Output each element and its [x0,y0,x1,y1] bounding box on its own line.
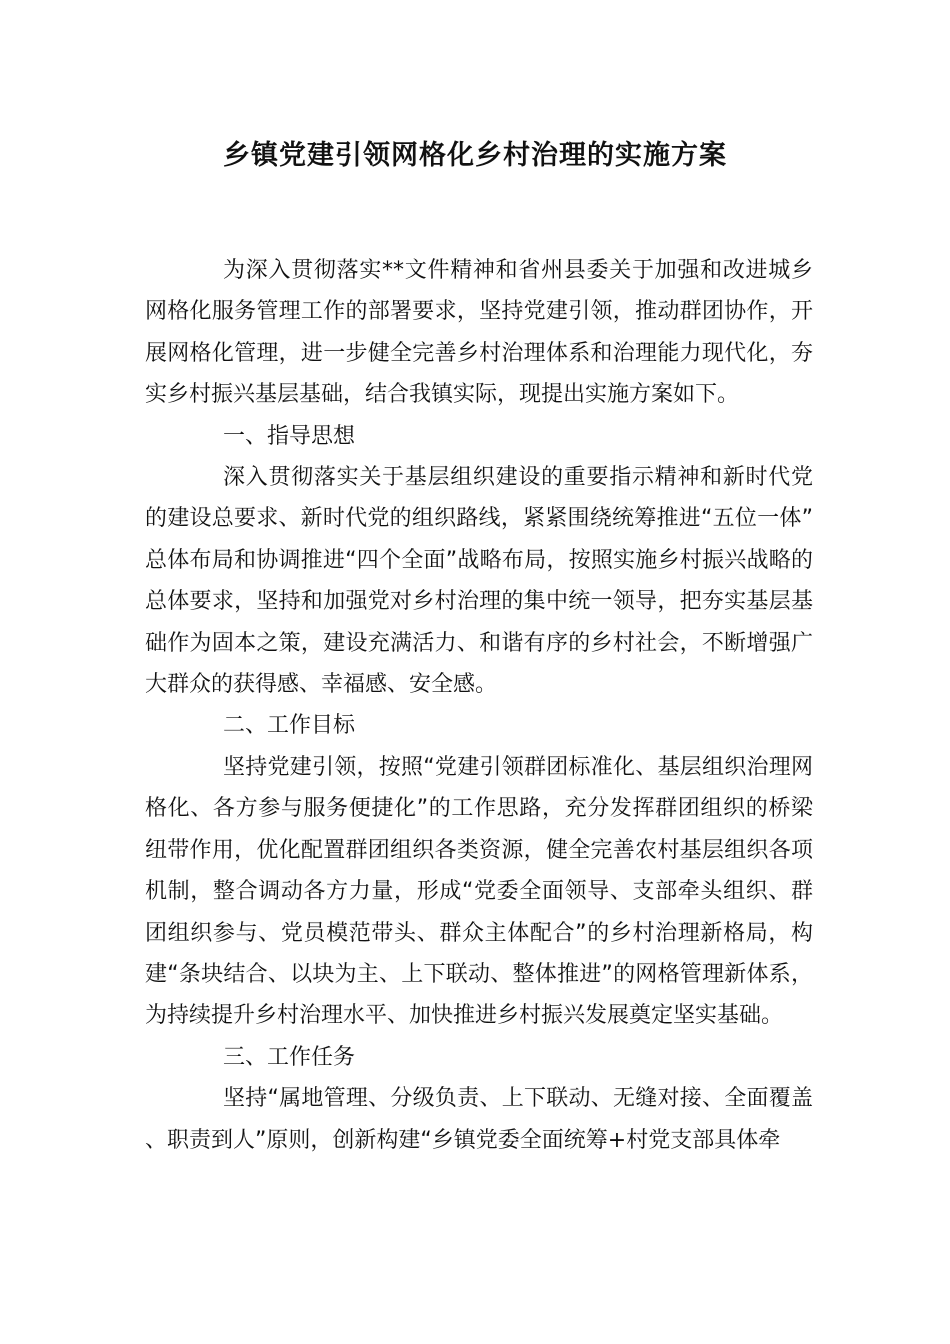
section-heading-work-tasks: 三、工作任务 [223,1044,356,1070]
section-paragraph-work-goals: 坚持党建引领，按照“党建引领群团标准化、基层组织治理网格化、各方参与服务便捷化”的工作思路，充分发挥群团组织的桥梁纽带作用，优化配置群团组织各类资源，健全完善农村基层组织各项机制，整合调动各方力量，形成“党委全面领导、支部牵头组织、群团组织参与、党员模范带头、群众主体配合”的乡村治理新格局，构建“条块结合、以块为主、上下联动、整体推进”的网格管理新体系，为持续提升乡村治理水平、加快推进乡村振兴发展奠定坚实基础。 [145,754,813,1029]
section-heading-work-goals: 二、工作目标 [223,713,356,739]
section-paragraph-work-tasks: 坚持“属地管理、分级负责、上下联动、无缝对接、全面覆盖、职责到人”原则，创新构建“乡镇党委全面统筹+村党支部具体牵 [145,1086,813,1153]
intro-paragraph: 为深入贯彻落实**文件精神和省州县委关于加强和改进城乡网格化服务管理工作的部署要求，坚持党建引领，推动群团协作，开展网格化管理，进一步健全完善乡村治理体系和治理能力现代化，夯实乡村振兴基层基础，结合我镇实际，现提出实施方案如下。 [145,258,813,408]
document-body [145,250,813,1161]
document-title: 乡镇党建引领网格化乡村治理的实施方案 [223,140,727,171]
section-heading-guiding-ideology: 一、指导思想 [223,423,356,449]
section-paragraph-guiding-ideology: 深入贯彻落实关于基层组织建设的重要指示精神和新时代党的建设总要求、新时代党的组织路线，紧紧围绕统筹推进“五位一体”总体布局和协调推进“四个全面”战略布局，按照实施乡村振兴战略的总体要求，坚持和加强党对乡村治理的集中统一领导，把夯实基层基础作为固本之策，建设充满活力、和谐有序的乡村社会，不断增强广大群众的获得感、幸福感、安全感。 [145,465,813,698]
